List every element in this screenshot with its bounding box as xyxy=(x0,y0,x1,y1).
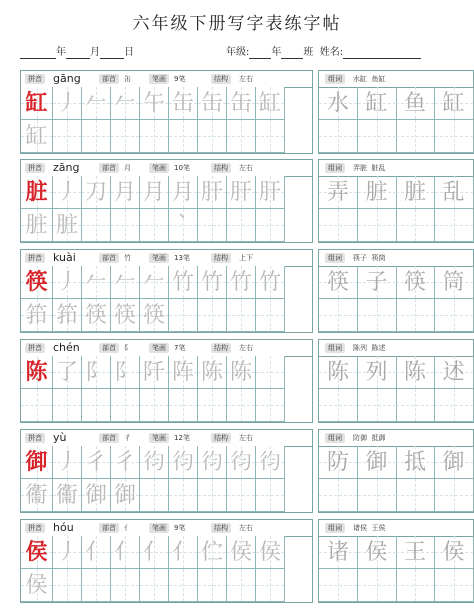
day-blank[interactable] xyxy=(100,48,124,59)
strokes-label: 笔画 xyxy=(149,433,169,443)
writing-cell[interactable] xyxy=(256,569,285,602)
info-header xyxy=(21,250,312,267)
stroke-order-cell: 肝 xyxy=(256,176,285,209)
stroke-order-cell: 竹 xyxy=(227,266,256,299)
word-writing-cell[interactable] xyxy=(435,389,474,422)
grade-blank[interactable] xyxy=(249,48,271,59)
pinyin-label: 拼音 xyxy=(25,523,45,533)
stroke-order-cell: 阵 xyxy=(169,356,198,389)
strokes-value: 12笔 xyxy=(174,434,190,442)
word-grid xyxy=(319,536,473,602)
structure-value: 左右 xyxy=(239,164,253,172)
words-label: 组词 xyxy=(325,163,345,173)
word-writing-cell[interactable] xyxy=(435,120,474,153)
word-character: 陈 xyxy=(396,356,435,389)
writing-cell[interactable] xyxy=(227,120,256,153)
word-writing-cell[interactable] xyxy=(435,569,474,602)
stroke-order-cell: 彳 xyxy=(82,446,111,479)
word-character: 乱 xyxy=(435,176,474,209)
word-character: 脏 xyxy=(396,176,435,209)
word-writing-cell[interactable] xyxy=(396,389,435,422)
pinyin-label: 拼音 xyxy=(25,343,45,353)
stroke-order-cell: 亻 xyxy=(140,536,169,569)
pinyin-label: 拼音 xyxy=(25,163,45,173)
strokes-label: 笔画 xyxy=(149,343,169,353)
writing-cell[interactable] xyxy=(256,479,285,512)
words-value: 陈列 陈述 xyxy=(353,344,386,352)
writing-cell[interactable]: 筘 xyxy=(21,299,53,332)
radical-label: 部首 xyxy=(99,74,119,84)
writing-cell[interactable] xyxy=(53,120,82,153)
word-character: 抵 xyxy=(396,446,435,479)
radical-label: 部首 xyxy=(99,343,119,353)
stroke-order-cell: 月` xyxy=(169,176,198,209)
word-header xyxy=(319,71,473,88)
word-writing-cell[interactable] xyxy=(319,209,358,242)
words-label: 组词 xyxy=(325,74,345,84)
words-value: 诸侯 王侯 xyxy=(353,524,386,532)
radical-label: 部首 xyxy=(99,253,119,263)
writing-cell[interactable] xyxy=(198,479,227,512)
stroke-order-cell: 了 xyxy=(53,356,82,389)
stroke-order-cell: 𠂉 xyxy=(111,266,140,299)
strokes-value: 9笔 xyxy=(174,524,186,532)
writing-cell[interactable] xyxy=(169,299,198,332)
word-writing-cell[interactable] xyxy=(435,479,474,512)
writing-cell[interactable] xyxy=(256,209,285,242)
word-character: 鱼 xyxy=(396,87,435,120)
practice-grid xyxy=(21,176,312,242)
word-header xyxy=(319,160,473,177)
char-entry xyxy=(20,70,465,154)
word-panel xyxy=(318,159,474,243)
writing-cell[interactable] xyxy=(169,389,198,422)
stroke-order-cell: 陈 xyxy=(227,356,256,389)
word-character: 筷 xyxy=(319,266,358,299)
strokes-label: 笔画 xyxy=(149,523,169,533)
word-writing-cell[interactable] xyxy=(358,209,397,242)
month-blank[interactable] xyxy=(66,48,90,59)
writing-cell[interactable] xyxy=(198,120,227,153)
writing-cell[interactable] xyxy=(140,479,169,512)
word-header xyxy=(319,430,473,447)
word-character: 水 xyxy=(319,87,358,120)
structure-label: 结构 xyxy=(211,74,231,84)
strokes-value: 13笔 xyxy=(174,254,190,262)
word-character: 御 xyxy=(435,446,474,479)
model-character: 缸 xyxy=(21,87,53,120)
practice-grid xyxy=(21,266,312,332)
class-blank[interactable] xyxy=(281,48,303,59)
word-panel xyxy=(318,70,474,154)
month-label: 月 xyxy=(90,47,100,58)
word-header xyxy=(319,340,473,357)
model-character: 脏 xyxy=(21,176,53,209)
stroke-order-cell: 侯 xyxy=(256,536,285,569)
writing-cell[interactable]: 筘 xyxy=(53,299,82,332)
class-suffix: 班 xyxy=(303,47,314,58)
name-blank[interactable] xyxy=(343,48,421,59)
stroke-order-cell: 亻 xyxy=(82,536,111,569)
radical-label: 部首 xyxy=(99,163,119,173)
writing-cell[interactable]: 筷 xyxy=(140,299,169,332)
structure-value: 左右 xyxy=(239,524,253,532)
grade-label: 年级: xyxy=(226,47,250,58)
strokes-value: 10笔 xyxy=(174,164,190,172)
structure-label: 结构 xyxy=(211,253,231,263)
stroke-order-cell: 阝 xyxy=(82,356,111,389)
writing-cell[interactable]: 䘙 xyxy=(53,479,82,512)
word-writing-cell[interactable] xyxy=(319,479,358,512)
pinyin-value: yù xyxy=(53,431,67,444)
writing-cell[interactable] xyxy=(53,569,82,602)
stroke-order-cell: 午 xyxy=(140,87,169,120)
words-label: 组词 xyxy=(325,343,345,353)
word-writing-cell[interactable] xyxy=(358,299,397,332)
pinyin-label: 拼音 xyxy=(25,253,45,263)
stroke-order-cell: 伫 xyxy=(198,536,227,569)
stroke-order-cell: 竹 xyxy=(169,266,198,299)
stroke-order-cell: 𠂉 xyxy=(140,266,169,299)
word-writing-cell[interactable] xyxy=(358,120,397,153)
structure-label: 结构 xyxy=(211,523,231,533)
radical-value: 彳 xyxy=(124,434,131,442)
practice-panel xyxy=(20,429,313,513)
word-grid xyxy=(319,266,473,332)
page-title: 六年级下册写字表练字帖 xyxy=(132,14,342,34)
word-writing-cell[interactable] xyxy=(319,569,358,602)
word-writing-cell[interactable] xyxy=(435,299,474,332)
word-writing-cell[interactable] xyxy=(435,209,474,242)
stroke-order-cell: 丿 xyxy=(53,176,82,209)
writing-cell[interactable] xyxy=(82,209,111,242)
radical-value: 缶 xyxy=(124,75,131,83)
structure-value: 上下 xyxy=(239,254,253,262)
writing-cell[interactable] xyxy=(198,389,227,422)
radical-value: 竹 xyxy=(124,254,131,262)
words-value: 水缸 鱼缸 xyxy=(353,75,386,83)
strokes-label: 笔画 xyxy=(149,74,169,84)
stroke-order-cell: 𢓈 xyxy=(227,446,256,479)
writing-cell[interactable] xyxy=(198,299,227,332)
word-writing-cell[interactable] xyxy=(396,299,435,332)
stroke-order-cell xyxy=(256,356,285,389)
word-writing-cell[interactable] xyxy=(358,389,397,422)
word-grid xyxy=(319,87,473,153)
stroke-order-cell: 𠂉 xyxy=(82,87,111,120)
day-label: 日 xyxy=(124,47,134,58)
stroke-order-cell: 缸 xyxy=(256,87,285,120)
word-character: 御 xyxy=(358,446,397,479)
writing-cell[interactable] xyxy=(140,389,169,422)
writing-cell[interactable] xyxy=(21,389,53,422)
writing-cell[interactable] xyxy=(198,209,227,242)
writing-cell[interactable] xyxy=(82,389,111,422)
writing-cell[interactable] xyxy=(111,209,140,242)
word-character: 筒 xyxy=(435,266,474,299)
pinyin-label: 拼音 xyxy=(25,433,45,443)
word-character: 脏 xyxy=(358,176,397,209)
writing-cell[interactable] xyxy=(169,479,198,512)
strokes-label: 笔画 xyxy=(149,253,169,263)
stroke-order-cell: 竹 xyxy=(198,266,227,299)
stroke-order-cell: 𢓈 xyxy=(256,446,285,479)
pinyin-value: zāng xyxy=(53,161,80,174)
word-character: 缸 xyxy=(358,87,397,120)
year-blank[interactable] xyxy=(20,48,56,59)
stroke-order-cell: 𠂉 xyxy=(82,266,111,299)
writing-cell[interactable]: 御 xyxy=(111,479,140,512)
word-panel xyxy=(318,339,474,423)
word-character: 述 xyxy=(435,356,474,389)
writing-cell[interactable] xyxy=(53,389,82,422)
stroke-order-cell: 亻 xyxy=(111,536,140,569)
word-writing-cell[interactable] xyxy=(319,389,358,422)
structure-value: 左右 xyxy=(239,75,253,83)
word-panel xyxy=(318,249,474,333)
word-grid xyxy=(319,356,473,422)
radical-value: 月 xyxy=(124,164,131,172)
writing-cell[interactable] xyxy=(82,120,111,153)
word-panel xyxy=(318,519,474,603)
stroke-order-cell: 亻 xyxy=(169,536,198,569)
radical-value: 亻 xyxy=(124,524,131,532)
word-header xyxy=(319,250,473,267)
word-writing-cell[interactable] xyxy=(358,479,397,512)
strokes-label: 笔画 xyxy=(149,163,169,173)
stroke-order-cell: 丿 xyxy=(53,87,82,120)
info-header xyxy=(21,71,312,88)
stroke-order-cell: 丿 xyxy=(53,266,82,299)
class-line xyxy=(226,47,421,59)
radical-value: 阝 xyxy=(124,344,131,352)
pinyin-value: gāng xyxy=(53,72,81,85)
info-header xyxy=(21,160,312,177)
word-character: 列 xyxy=(358,356,397,389)
word-character: 子 xyxy=(358,266,397,299)
stroke-order-cell: 阡 xyxy=(140,356,169,389)
writing-cell[interactable] xyxy=(227,299,256,332)
pinyin-value: chén xyxy=(53,341,80,354)
writing-cell[interactable] xyxy=(227,569,256,602)
writing-cell[interactable]: 御 xyxy=(82,479,111,512)
writing-cell[interactable]: 侯 xyxy=(21,569,53,602)
info-header xyxy=(21,520,312,537)
writing-cell[interactable] xyxy=(227,389,256,422)
stroke-order-cell: 丿 xyxy=(53,446,82,479)
grade-suffix: 年 xyxy=(271,47,282,58)
structure-value: 左右 xyxy=(239,344,253,352)
word-character: 陈 xyxy=(319,356,358,389)
practice-panel xyxy=(20,339,313,423)
stroke-order-cell: 月 xyxy=(140,176,169,209)
stroke-order-cell: 丿 xyxy=(53,536,82,569)
writing-cell[interactable] xyxy=(111,569,140,602)
writing-cell[interactable] xyxy=(227,479,256,512)
word-character: 诸 xyxy=(319,536,358,569)
writing-cell[interactable]: 筷 xyxy=(82,299,111,332)
writing-cell[interactable] xyxy=(256,299,285,332)
writing-cell[interactable]: 脏 xyxy=(53,209,82,242)
word-character: 弄 xyxy=(319,176,358,209)
word-grid xyxy=(319,176,473,242)
writing-cell[interactable]: 缸 xyxy=(21,120,53,153)
word-writing-cell[interactable] xyxy=(396,209,435,242)
word-grid xyxy=(319,446,473,512)
stroke-order-cell: 月 xyxy=(111,176,140,209)
structure-value: 左右 xyxy=(239,434,253,442)
char-entry xyxy=(20,339,465,423)
structure-label: 结构 xyxy=(211,163,231,173)
stroke-order-cell: 𠂉 xyxy=(111,87,140,120)
structure-label: 结构 xyxy=(211,433,231,443)
stroke-order-cell: 缶 xyxy=(169,87,198,120)
stroke-order-cell: 𢓈 xyxy=(169,446,198,479)
word-character: 筷 xyxy=(396,266,435,299)
writing-cell[interactable] xyxy=(227,209,256,242)
stroke-order-cell: 侯 xyxy=(227,536,256,569)
char-entry xyxy=(20,249,465,333)
word-writing-cell[interactable] xyxy=(396,120,435,153)
word-character: 防 xyxy=(319,446,358,479)
words-label: 组词 xyxy=(325,253,345,263)
stroke-order-cell: 𢓈 xyxy=(140,446,169,479)
writing-cell[interactable] xyxy=(169,569,198,602)
strokes-value: 9笔 xyxy=(174,75,186,83)
word-writing-cell[interactable] xyxy=(319,120,358,153)
writing-cell[interactable]: 筷 xyxy=(111,299,140,332)
radical-label: 部首 xyxy=(99,523,119,533)
practice-panel xyxy=(20,249,313,333)
writing-cell[interactable] xyxy=(111,120,140,153)
word-character: 王 xyxy=(396,536,435,569)
writing-cell[interactable] xyxy=(111,389,140,422)
practice-panel xyxy=(20,519,313,603)
writing-cell[interactable] xyxy=(256,120,285,153)
word-character: 侯 xyxy=(358,536,397,569)
writing-cell[interactable] xyxy=(169,120,198,153)
stroke-order-cell: 缶 xyxy=(198,87,227,120)
pinyin-value: kuài xyxy=(53,251,76,264)
words-value: 弄脏 脏乱 xyxy=(353,164,386,172)
strokes-value: 7笔 xyxy=(174,344,186,352)
stroke-order-cell: 𢓈 xyxy=(198,446,227,479)
word-writing-cell[interactable] xyxy=(358,569,397,602)
date-line xyxy=(20,47,134,59)
practice-grid xyxy=(21,536,312,602)
writing-cell[interactable] xyxy=(140,120,169,153)
practice-panel xyxy=(20,159,313,243)
word-character: 侯 xyxy=(435,536,474,569)
char-entry xyxy=(20,159,465,243)
practice-grid xyxy=(21,356,312,422)
writing-cell[interactable]: 脏 xyxy=(21,209,53,242)
pinyin-label: 拼音 xyxy=(25,74,45,84)
writing-cell[interactable] xyxy=(256,389,285,422)
word-character: 缸 xyxy=(435,87,474,120)
model-character: 陈 xyxy=(21,356,53,389)
practice-grid xyxy=(21,87,312,153)
info-header xyxy=(21,340,312,357)
pinyin-value: hóu xyxy=(53,521,74,534)
stroke-order-cell: 竹 xyxy=(256,266,285,299)
word-header xyxy=(319,520,473,537)
word-writing-cell[interactable] xyxy=(396,569,435,602)
writing-cell[interactable] xyxy=(82,569,111,602)
stroke-order-cell: 刀 xyxy=(82,176,111,209)
model-character: 筷 xyxy=(21,266,53,299)
words-value: 防御 抵御 xyxy=(353,434,386,442)
stroke-order-cell: 肝 xyxy=(227,176,256,209)
stroke-order-cell: 肝 xyxy=(198,176,227,209)
year-label: 年 xyxy=(56,47,66,58)
word-writing-cell[interactable] xyxy=(319,299,358,332)
name-label: 姓名: xyxy=(319,47,344,58)
stroke-order-cell: 彳 xyxy=(111,446,140,479)
stroke-order-cell: 陈 xyxy=(198,356,227,389)
words-value: 筷子 筷筒 xyxy=(353,254,386,262)
writing-cell[interactable] xyxy=(140,209,169,242)
writing-cell[interactable] xyxy=(140,569,169,602)
practice-grid xyxy=(21,446,312,512)
info-header xyxy=(21,430,312,447)
stroke-order-cell: 缶 xyxy=(227,87,256,120)
char-entry xyxy=(20,519,465,603)
model-character: 侯 xyxy=(21,536,53,569)
word-panel xyxy=(318,429,474,513)
char-entry xyxy=(20,429,465,513)
writing-cell[interactable]: 䘙 xyxy=(21,479,53,512)
model-character: 御 xyxy=(21,446,53,479)
practice-panel xyxy=(20,70,313,154)
words-label: 组词 xyxy=(325,433,345,443)
structure-label: 结构 xyxy=(211,343,231,353)
stroke-order-cell: 阝 xyxy=(111,356,140,389)
writing-cell[interactable] xyxy=(198,569,227,602)
words-label: 组词 xyxy=(325,523,345,533)
radical-label: 部首 xyxy=(99,433,119,443)
word-writing-cell[interactable] xyxy=(396,479,435,512)
